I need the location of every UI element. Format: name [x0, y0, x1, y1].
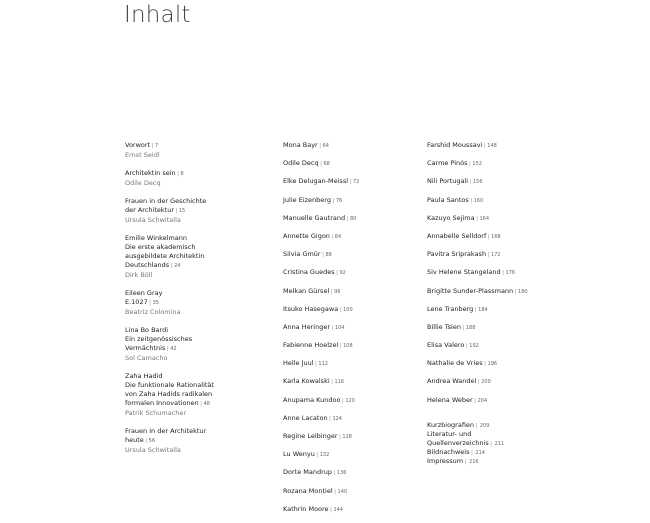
architect-name: Fabienne Hoelzel [283, 341, 339, 350]
toc-entry [283, 177, 423, 195]
toc-entry-title: Frauen in der Geschichte [125, 197, 207, 205]
separator: | [474, 422, 479, 429]
toc-entry-title: heute [125, 436, 144, 444]
toc-entry-title: Eileen Gray [125, 289, 163, 297]
page-number: 209 [479, 422, 490, 429]
toc-appendix-title: Kurzbiografien [427, 420, 475, 429]
separator: | [328, 506, 334, 513]
architect-name: Carme Pinós [427, 159, 468, 168]
separator: | [345, 215, 350, 222]
architect-name: Paula Santos [427, 195, 469, 204]
page-number: 64 [322, 143, 329, 149]
architect-name: Helena Weber [427, 395, 473, 404]
page-number: 42 [170, 346, 177, 352]
page-number: 116 [334, 379, 345, 386]
separator: | [474, 215, 480, 222]
separator: | [150, 143, 155, 149]
toc-entry-title-line [125, 261, 275, 271]
architect-name: Karla Kowalski [283, 377, 330, 386]
separator: | [473, 306, 479, 313]
architect-name: Billie Tsien [427, 322, 461, 331]
separator: | [486, 233, 492, 240]
architect-name: Kathrin Moore [283, 504, 329, 513]
toc-entry [283, 414, 423, 432]
separator: | [313, 361, 319, 368]
page-number: 136 [336, 470, 347, 477]
separator: | [174, 208, 179, 214]
separator: | [330, 197, 336, 204]
toc-entry-title: von Zaha Hadids radikalen [125, 390, 213, 398]
architect-name: Annabelle Selldorf [427, 231, 487, 240]
page-number: 144 [333, 506, 343, 513]
separator: | [467, 161, 473, 168]
toc-entry-title: Die erste akademisch [125, 243, 196, 251]
toc-entry [427, 377, 577, 395]
toc-entry [125, 197, 275, 225]
toc-entry [427, 341, 577, 359]
separator: | [338, 306, 344, 313]
architect-name: Mona Bayr [283, 141, 318, 149]
page-number: 15 [178, 208, 186, 214]
separator: | [463, 458, 469, 465]
separator: | [332, 470, 337, 477]
toc-entry-title: ausgebildete Architektin [125, 252, 205, 260]
toc-entry [427, 141, 577, 159]
separator: | [460, 324, 466, 331]
toc-entry-title: Zaha Hadid [125, 372, 163, 380]
architect-name: Siv Helene Stangeland [427, 268, 501, 277]
architect-name: Cristina Guedes [283, 268, 335, 277]
toc-entry-title-line [125, 326, 275, 335]
toc-appendix-entry [427, 448, 577, 457]
toc-entry [283, 250, 423, 268]
toc-entry [283, 159, 423, 177]
page-number: 176 [505, 270, 516, 277]
toc-entry [283, 396, 423, 414]
toc-entry [283, 505, 423, 523]
toc-entry-title-line [125, 381, 275, 390]
page-number: 88 [325, 252, 332, 259]
toc-entry-title: Deutschlands [125, 261, 170, 269]
toc-entry-title: der Architektur [125, 206, 174, 214]
separator: | [472, 397, 478, 404]
toc-entry-author: Dirk Böll [125, 271, 153, 279]
page-number: 184 [478, 306, 488, 313]
page-number: 156 [472, 179, 483, 186]
page-number: 96 [334, 288, 341, 295]
toc-entry [427, 323, 577, 341]
toc-appendix-entry [427, 421, 577, 430]
toc-appendix-title: Literatur- und [427, 429, 472, 438]
toc-entry-author: Ernst Seidl [125, 151, 160, 159]
separator: | [337, 434, 343, 440]
architect-name: Dorte Mandrup [283, 468, 333, 477]
toc-entry-title-line [125, 372, 275, 381]
toc-entry-author: Sol Camacho [125, 354, 168, 362]
separator: | [329, 288, 335, 295]
toc-entry [427, 177, 577, 195]
toc-entry [283, 359, 423, 377]
separator: | [327, 415, 333, 422]
architect-name: Helle Juul [283, 359, 314, 368]
toc-entry [125, 372, 275, 418]
toc-column-essays [125, 141, 275, 464]
toc-entry-title: E.1027 [125, 298, 148, 306]
separator: | [488, 440, 494, 447]
architect-name: Julie Eizenberg [283, 195, 331, 204]
toc-appendix-title: Impressum [427, 456, 464, 465]
toc-entry [427, 214, 577, 232]
architect-name: Annette Gigon [283, 231, 330, 240]
toc-entry [283, 468, 423, 486]
architect-name: Melkan Gürsel [283, 286, 330, 295]
toc-entry-title-line [125, 298, 275, 308]
page-title: Inhalt [124, 2, 191, 28]
architect-name: Regine Leibinger [283, 432, 338, 440]
toc-appendix [427, 421, 577, 466]
separator: | [169, 263, 175, 269]
page-number: 180 [518, 288, 528, 295]
toc-entry-author: Patrik Schumacher [125, 409, 187, 417]
toc-entry [283, 377, 423, 395]
architect-name: Anne Lacaton [283, 413, 328, 422]
separator: | [482, 143, 488, 149]
toc-entry [427, 196, 577, 214]
separator: | [320, 252, 326, 259]
separator: | [334, 270, 340, 277]
separator: | [468, 179, 473, 186]
toc-entry-author: Ursula Schwitalla [125, 216, 181, 224]
page-number: 152 [472, 161, 482, 168]
toc-entry-author: Beatriz Colomina [125, 308, 181, 316]
toc-entry-title: Ein zeitgenössisches [125, 335, 193, 343]
page-number: 104 [334, 324, 345, 331]
separator: | [513, 288, 519, 295]
page-number: 76 [335, 197, 343, 204]
architect-name: Andrea Wandel [427, 377, 477, 386]
page-number: 24 [174, 263, 181, 269]
toc-entry [283, 196, 423, 214]
architect-name: Itsuko Hasegawa [283, 304, 339, 313]
toc-entry-title-line [125, 289, 275, 298]
architect-name: Nili Portugali [427, 177, 469, 186]
page-number: 216 [469, 458, 479, 465]
page-number: 124 [332, 415, 342, 422]
toc-entry [283, 432, 423, 450]
page-number: 192 [469, 343, 479, 350]
separator: | [500, 270, 506, 277]
toc-entry-title: Architektin sein [125, 169, 176, 177]
architect-name: Manuelle Gautrand [283, 213, 346, 222]
separator: | [330, 324, 335, 331]
page-number: 132 [319, 452, 330, 459]
toc-entry [125, 141, 275, 160]
separator: | [468, 197, 474, 204]
page-number: 84 [334, 233, 342, 240]
toc-entry-title-line [125, 243, 275, 252]
architect-name: Odile Decq [283, 159, 319, 168]
architect-name: Lene Tranberg [427, 304, 474, 313]
separator: | [340, 397, 346, 404]
toc-entry [125, 234, 275, 280]
page-number: 148 [487, 143, 497, 149]
toc-appendix-entry [427, 430, 577, 439]
toc-entry-title-line [125, 197, 275, 206]
toc-entry-author: Odile Decq [125, 179, 161, 187]
toc-entry-title-line [125, 234, 275, 243]
architect-name: Rozana Montiel [283, 486, 333, 495]
architect-name: Silvia Gmür [283, 250, 321, 259]
toc-entry [125, 427, 275, 455]
toc-entry [283, 214, 423, 232]
architect-name: Brigitte Sunder-Plassmann [427, 286, 514, 295]
page-number: 196 [487, 361, 498, 368]
toc-entry [427, 359, 577, 377]
architect-name: Anupama Kundoo [283, 395, 341, 404]
separator: | [317, 143, 323, 149]
page-number: 92 [339, 270, 346, 277]
toc-entry [125, 326, 275, 363]
separator: | [198, 401, 204, 407]
separator: | [332, 488, 338, 495]
page-number: 188 [465, 324, 476, 331]
toc-entry [125, 289, 275, 317]
separator: | [329, 379, 335, 386]
page-number: 100 [343, 306, 353, 313]
separator: | [314, 452, 320, 459]
toc-entry-title-line [125, 436, 275, 446]
toc-appendix-title: Bildnachweis [427, 447, 470, 456]
toc-column-architects-1 [283, 141, 423, 523]
toc-entry [427, 268, 577, 286]
toc-entry [427, 250, 577, 268]
toc-entry-title-line [125, 427, 275, 436]
toc-entry-title-line [125, 399, 275, 409]
toc-entry-title: Vorwort [125, 141, 151, 149]
architect-name: Elisa Valero [427, 341, 465, 350]
toc-entry [283, 141, 423, 159]
toc-entry [283, 450, 423, 468]
separator: | [165, 346, 171, 352]
page-number: 172 [490, 252, 501, 259]
page-number: 112 [318, 361, 328, 368]
toc-entry [283, 487, 423, 505]
toc-appendix-entry [427, 457, 577, 466]
toc-entry-title-line [125, 252, 275, 261]
toc-appendix-entry [427, 439, 577, 448]
page-number: 108 [343, 343, 353, 350]
page-number: 204 [477, 397, 488, 404]
toc-entry-author: Ursula Schwitalla [125, 446, 181, 454]
page-number: 160 [473, 197, 484, 204]
page-number: 168 [491, 233, 501, 240]
toc-entry [427, 159, 577, 177]
toc-entry [427, 287, 577, 305]
toc-entry [283, 341, 423, 359]
separator: | [147, 300, 153, 306]
toc-entry [427, 396, 577, 414]
page-number: 211 [494, 440, 505, 447]
page-number: 120 [345, 397, 355, 404]
separator: | [338, 343, 344, 350]
architect-name: Kazuyo Sejima [427, 213, 475, 222]
page-number: 35 [152, 300, 159, 306]
architect-name: Farshid Moussavi [427, 141, 483, 149]
separator: | [486, 252, 491, 259]
toc-entry [283, 232, 423, 250]
toc-entry [427, 305, 577, 323]
toc-entry [427, 232, 577, 250]
toc-entry-title-line [125, 169, 275, 179]
separator: | [469, 449, 475, 456]
toc-entry-title: Die funktionale Rationalität [125, 381, 214, 389]
toc-entry-title: Lina Bo Bardi [125, 326, 169, 334]
architect-name: Pavitra Sriprakash [427, 250, 487, 259]
toc-entry [283, 323, 423, 341]
toc-entry [283, 305, 423, 323]
toc-entry-title: formalen Innovationen [125, 399, 199, 407]
separator: | [329, 233, 335, 240]
toc-entry-title: Vermächtnis [125, 344, 166, 352]
page-number: 8 [180, 171, 184, 177]
architect-name: Elke Delugan-Meissl [283, 177, 349, 186]
architect-name: Lu Wenyu [283, 450, 315, 459]
separator: | [175, 171, 181, 177]
page-number: 140 [337, 488, 348, 495]
toc-entry-title-line [125, 344, 275, 354]
page-number: 214 [475, 449, 485, 456]
toc-column-architects-2 [427, 141, 577, 466]
separator: | [464, 343, 470, 350]
toc-entry [283, 268, 423, 286]
toc-entry-title: Emilie Winkelmann [125, 234, 188, 242]
toc-entry-title-line [125, 335, 275, 344]
toc-appendix-title: Quellenverzeichnis [427, 438, 489, 447]
page-number: 72 [352, 179, 360, 186]
toc-entry [283, 287, 423, 305]
architect-name: Anna Heringer [283, 322, 331, 331]
separator: | [348, 179, 353, 186]
page-number: 80 [349, 215, 357, 222]
separator: | [318, 161, 324, 168]
page-number: 68 [323, 161, 330, 168]
toc-entry-title: Frauen in der Architektur [125, 427, 207, 435]
page-number: 164 [479, 215, 490, 222]
architect-name: Nathalie de Vries [427, 359, 483, 368]
toc-entry-title-line [125, 141, 275, 151]
page-number: 200 [481, 379, 491, 386]
page-number: 48 [203, 401, 210, 407]
separator: | [482, 361, 488, 368]
toc-entry [125, 169, 275, 188]
separator: | [143, 438, 149, 444]
page-number: 128 [342, 434, 352, 440]
page-number: 56 [148, 438, 156, 444]
toc-entry-title-line [125, 390, 275, 399]
toc-entry-title-line [125, 206, 275, 216]
page-number: 7 [154, 143, 159, 149]
separator: | [476, 379, 482, 386]
